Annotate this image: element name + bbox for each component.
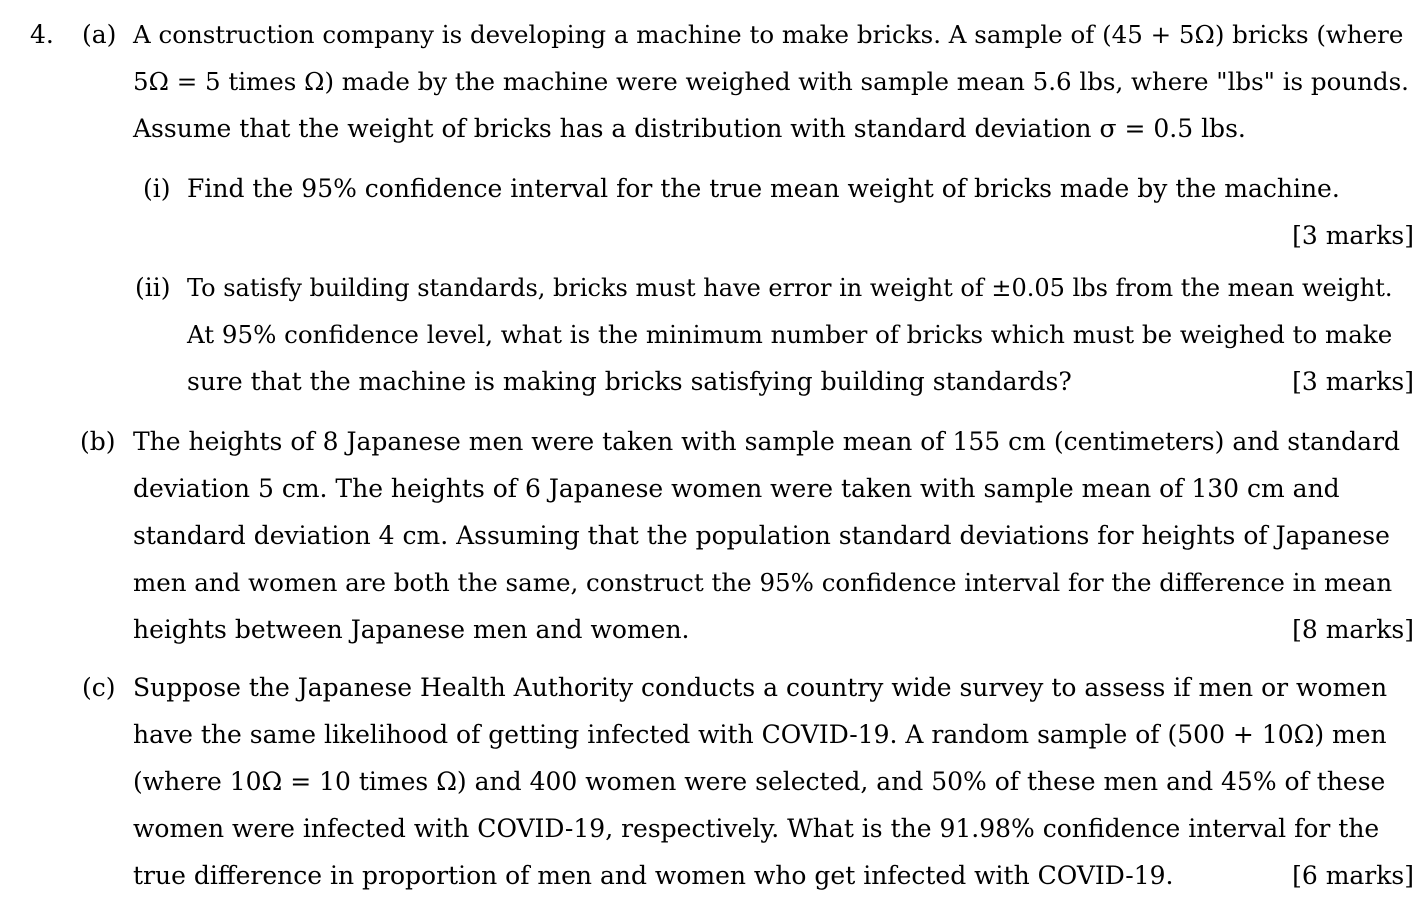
part-b-line-4: men and women are both the same, construct the 95% confidence interval for the difference in mean xyxy=(133,568,1393,597)
part-c-line-5: true difference in proportion of men and women who get infected with COVID-19. xyxy=(133,861,1174,890)
part-a-line-3: Assume that the weight of bricks has a distribution with standard deviation σ = 0.5 lbs. xyxy=(133,114,1246,143)
part-c-marks: [6 marks] xyxy=(1292,861,1414,890)
part-c-line-3: (where 10Ω = 10 times Ω) and 400 women were selected, and 50% of these men and 45% of these xyxy=(133,767,1386,796)
part-a-ii-line-2: At 95% confidence level, what is the minimum number of bricks which must be weighed to make xyxy=(187,320,1393,349)
part-b-line-5: heights between Japanese men and women. xyxy=(133,615,690,644)
part-b-line-1: The heights of 8 Japanese men were taken with sample mean of 155 cm (centimeters) and standard xyxy=(133,427,1401,456)
part-c-label: (c) xyxy=(82,673,116,702)
part-a-line-2: 5Ω = 5 times Ω) made by the machine were weighed with sample mean 5.6 lbs, where "lbs" is pounds. xyxy=(133,67,1409,96)
part-c-line-1: Suppose the Japanese Health Authority conducts a country wide survey to assess if men or women xyxy=(133,673,1388,702)
question-number: 4. xyxy=(30,20,54,49)
part-b-line-3: standard deviation 4 cm. Assuming that the population standard deviations for heights of Japanese xyxy=(133,521,1390,550)
part-a-i-marks: [3 marks] xyxy=(1292,221,1414,250)
part-a-label: (a) xyxy=(82,20,117,49)
part-b-line-2: deviation 5 cm. The heights of 6 Japanese women were taken with sample mean of 130 cm and xyxy=(133,474,1340,503)
part-a-ii-line-3: sure that the machine is making bricks satisfying building standards? xyxy=(187,367,1072,396)
part-a-ii-label: (ii) xyxy=(135,273,171,302)
part-a-ii-line-1: To satisfy building standards, bricks must have error in weight of ±0.05 lbs from the mean weight. xyxy=(187,274,1393,302)
part-c-line-2: have the same likelihood of getting infected with COVID-19. A random sample of (500 + 10Ω) men xyxy=(133,720,1387,749)
part-c-line-4: women were infected with COVID-19, respectively. What is the 91.98% confidence interval for the xyxy=(133,814,1380,843)
part-a-line-1 xyxy=(133,18,1414,52)
part-b-marks: [8 marks] xyxy=(1292,615,1414,644)
part-a-i-line-1: Find the 95% confidence interval for the true mean weight of bricks made by the machine. xyxy=(187,174,1340,203)
part-b-label: (b) xyxy=(80,427,116,456)
part-a-line-1-text: A construction company is developing a machine to make bricks. A sample of (45 + 5Ω) bricks (where xyxy=(133,20,1404,49)
part-a-i-label: (i) xyxy=(143,174,171,203)
part-a-ii-marks: [3 marks] xyxy=(1292,367,1414,396)
